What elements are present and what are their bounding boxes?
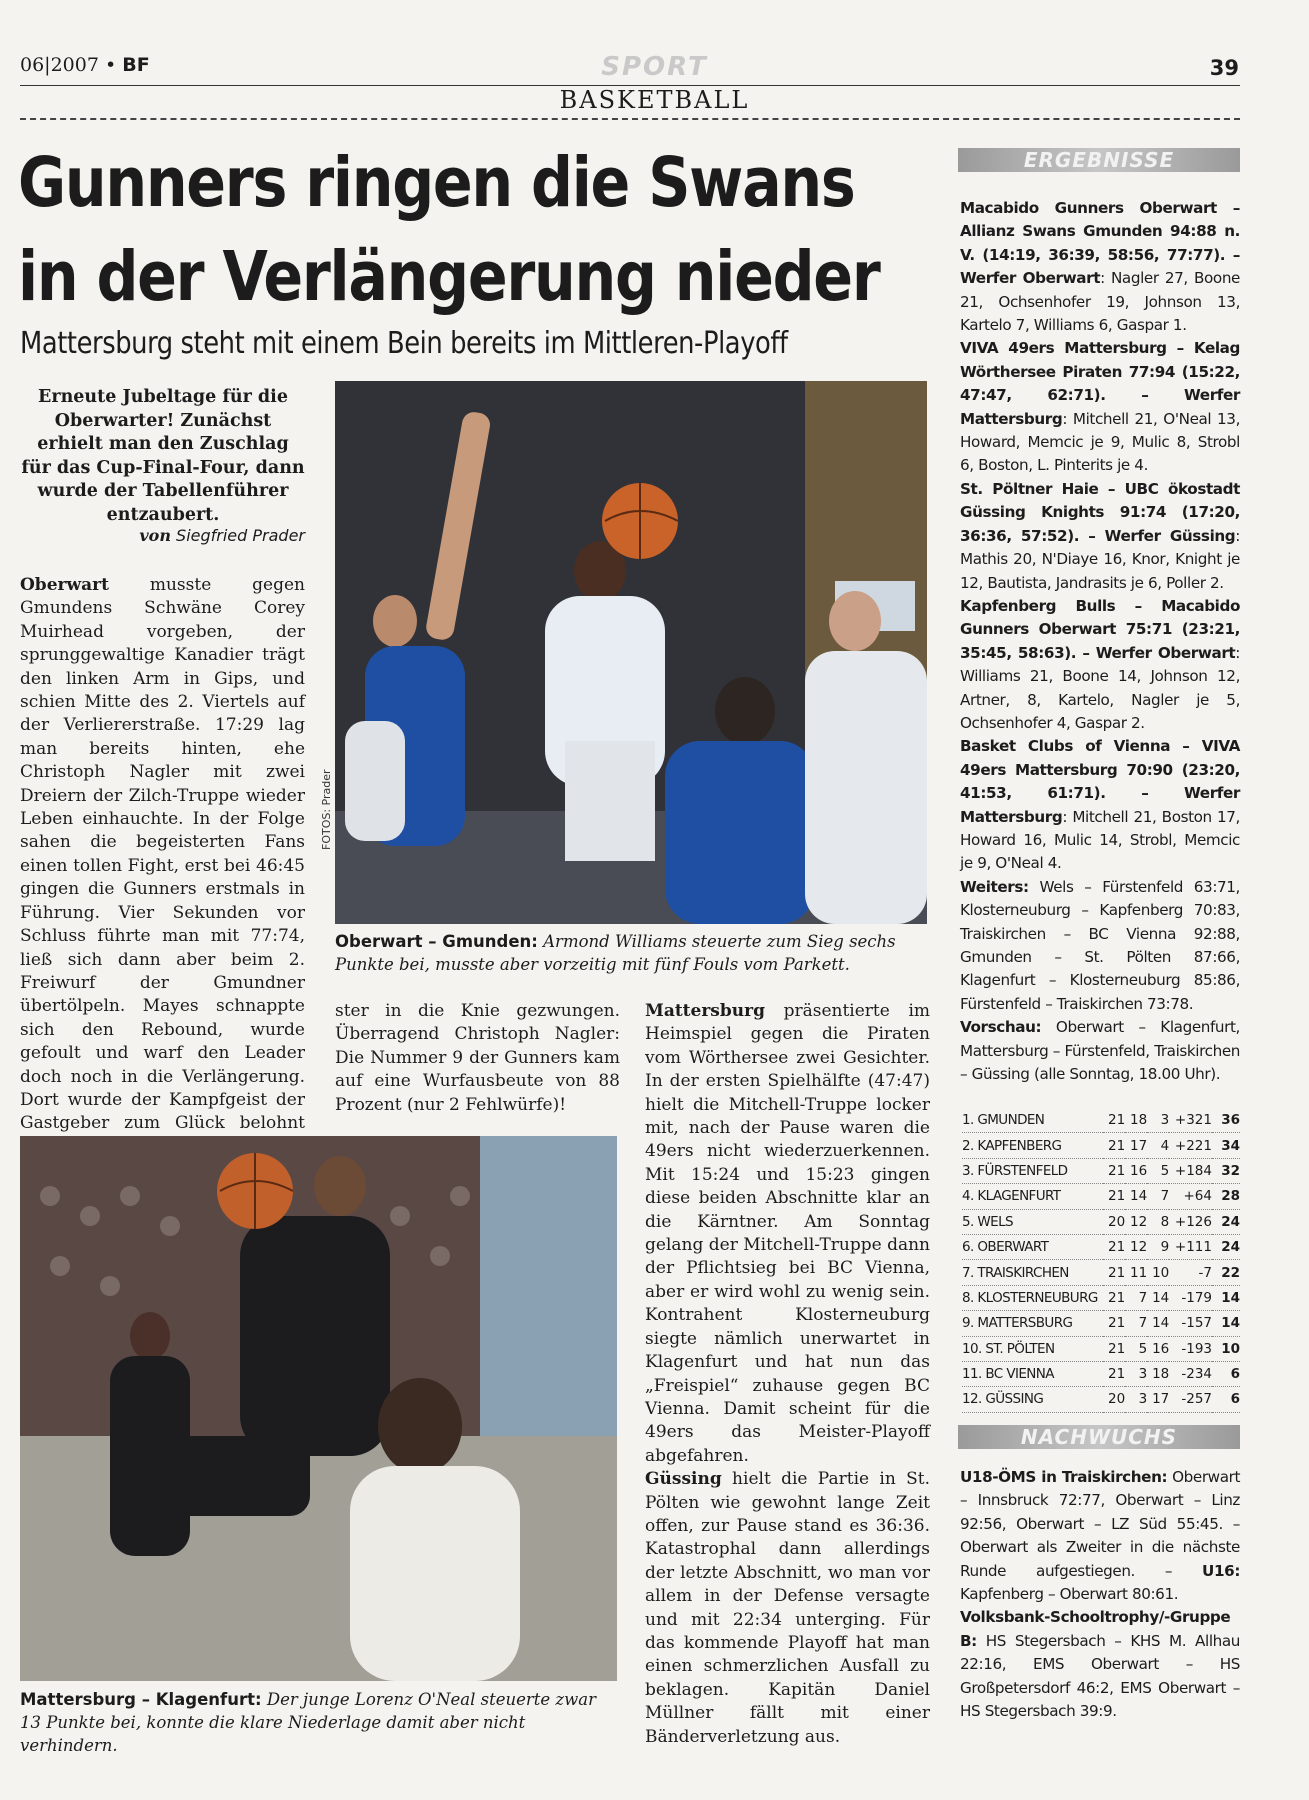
results-header: ERGEBNISSE [958,148,1240,172]
column-3-text-1: präsentierte im Heimspiel gegen die Piraten vom Wörthersee zwei Gesichter. In der ersten Spielhälfte (47:47) hielt die Mitchell-Truppe locker mit, nach der Pause waren die 49ers nicht wiederzuerkennen. Mit 15:24 und 15:23 gingen diese beiden Abschnitte klar an die Kärntner. Am Sonntag gelang der Mitchell-Truppe dann der Pflichtsieg bei BC Vienna, aber er wird wohl zu wenig sein. Kontrahent Klosterneuburg siegte nämlich unerwartet in Klagenfurt und hat nun das „Freispiel“ zuhause gegen BC Vienna. Damit scheint für die 49ers das Meister-Playoff abgefahren. [645,1001,930,1466]
lost-cell: 10 [1147,1260,1169,1285]
team-cell [962,1184,1103,1209]
byline-prefix: von [139,526,171,545]
diff-cell: +64 [1169,1184,1212,1209]
column-3-lead-word-2: Güssing [645,1469,722,1490]
rank: 11. [962,1366,982,1383]
standings-row [962,1234,1240,1259]
lost-cell: 8 [1147,1209,1169,1234]
issue-info: 06|2007 • BF [20,54,150,76]
points-cell: 10 [1212,1336,1240,1361]
team-cell [962,1108,1103,1133]
won-cell: 7 [1125,1285,1147,1310]
games-cell: 20 [1103,1209,1125,1234]
diff-cell: -193 [1169,1336,1212,1361]
won-cell: 7 [1125,1311,1147,1336]
points-cell: 6 [1212,1387,1240,1412]
diff-cell: +221 [1169,1133,1212,1158]
games-cell: 21 [1103,1184,1125,1209]
won-cell: 12 [1125,1209,1147,1234]
points-cell: 6 [1212,1361,1240,1386]
rank: 1. [962,1112,974,1129]
diff-cell: +111 [1169,1234,1212,1259]
team-cell [962,1387,1103,1412]
standings-row [962,1285,1240,1310]
team-name: WELS [977,1213,1013,1230]
basketball-action-photo [335,381,927,924]
team-name: OBERWART [977,1239,1049,1256]
team-name: TRAISKIRCHEN [977,1264,1069,1281]
results-list [960,197,1240,1086]
team-cell [962,1311,1103,1336]
headline-line-1: Gunners ringen die Swans [18,143,855,223]
byline-author: Siegfried Prader [176,526,305,545]
team-cell [962,1133,1103,1158]
lost-cell: 3 [1147,1108,1169,1133]
result-entry: Kapfenberg Bulls – Macabido Gunners Oberwart 75:71 (23:21, 35:45, 58:63). – Werfer Oberwart: Williams 21, Boone 14, Johnson 12, Artner, 8, Kartelo, Nagler je 5, Ochsenhofer 4, Gaspar 2. [960,596,1240,732]
games-cell: 20 [1103,1387,1125,1412]
lost-cell: 7 [1147,1184,1169,1209]
games-cell: 21 [1103,1336,1125,1361]
standings-row [962,1209,1240,1234]
subheadline: Mattersburg steht mit einem Bein bereits im Mittleren-Playoff [20,326,788,361]
photo-mattersburg-klagenfurt [20,1136,617,1681]
games-cell: 21 [1103,1311,1125,1336]
team-name: KLAGENFURT [977,1188,1061,1205]
won-cell: 3 [1125,1361,1147,1386]
preview: Vorschau: Oberwart – Klagenfurt, Mattersburg – Fürstenfeld, Traiskirchen – Güssing (alle Sonntag, 18.00 Uhr). [960,1018,1240,1084]
rank: 12. [962,1391,982,1408]
column-3-text-2: hielt die Partie in St. Pölten wie gewohnt lange Zeit offen, zur Pause stand es 36:36. Katastrophal dann allerdings der letzte Abschnitt, wo man vor allem in der Defense versagte und mit 22:34 unterging. Für das kommende Playoff hat man einen schmerzlichen Ausfall zu beklagen. Kapitän Daniel Müllner fällt mit einer Bänderverletzung aus. [645,1469,930,1747]
standings-row [962,1387,1240,1412]
points-cell: 14 [1212,1311,1240,1336]
team-cell [962,1336,1103,1361]
points-cell: 22 [1212,1260,1240,1285]
further-results: Weiters: Wels – Fürstenfeld 63:71, Klosterneuburg – Kapfenberg 70:83, Traiskirchen – BC Vienna 92:88, Gmunden – St. Pölten 87:66, Klagenfurt – Klosterneuburg 85:86, Fürstenfeld – Traiskirchen 73:78. [960,877,1240,1013]
column-2-text: ster in die Knie gezwungen. Überragend Christoph Nagler: Die Nummer 9 der Gunners kam auf eine Wurfausbeute von 88 Prozent (nur 2 Fehlwürfe)! [335,1001,620,1115]
games-cell: 21 [1103,1108,1125,1133]
standings-row [962,1184,1240,1209]
points-cell: 32 [1212,1158,1240,1183]
diff-cell: +321 [1169,1108,1212,1133]
lead-paragraph: Erneute Jubeltage für die Oberwarter! Zunächst erhielt man den Zuschlag für das Cup-Final-Four, dann wurde der Tabellenführer entzaubert. [21,387,305,525]
points-cell: 24 [1212,1209,1240,1234]
team-name: BC VIENNA [985,1366,1054,1383]
won-cell: 12 [1125,1234,1147,1259]
section-rule [20,118,1240,120]
standings-row [962,1108,1240,1133]
games-cell: 21 [1103,1285,1125,1310]
team-cell [962,1260,1103,1285]
headline [18,136,880,324]
photo-caption-1: Oberwart – Gmunden: Armond Williams steuerte zum Sieg sechs Punkte bei, musste aber vorzeitig mit fünf Fouls vom Parkett. [335,932,896,974]
won-cell: 18 [1125,1108,1147,1133]
photo-caption-2: Mattersburg – Klagenfurt: Der junge Lorenz O'Neal steuerte zwar 13 Punkte bei, konnte die klare Niederlage damit aber nicht verhindern. [20,1690,596,1755]
team-name: ST. PÖLTEN [985,1340,1055,1357]
games-cell: 21 [1103,1234,1125,1259]
diff-cell: -234 [1169,1361,1212,1386]
points-cell: 24 [1212,1234,1240,1259]
byline [110,526,305,545]
article-column-1 [20,574,305,1159]
team-cell [962,1209,1103,1234]
lost-cell: 5 [1147,1158,1169,1183]
section-title: BASKETBALL [559,86,750,114]
points-cell: 34 [1212,1133,1240,1158]
youth-results [960,1466,1240,1723]
standings-row [962,1133,1240,1158]
page-number: 39 [1209,56,1239,80]
standings-row [962,1311,1240,1336]
photo-oberwart-gmunden [335,381,927,924]
won-cell: 14 [1125,1184,1147,1209]
team-name: GMUNDEN [977,1112,1045,1129]
column-3-lead-word-1: Mattersburg [645,1001,765,1021]
won-cell: 5 [1125,1336,1147,1361]
rank: 4. [962,1188,974,1205]
won-cell: 11 [1125,1260,1147,1285]
lost-cell: 18 [1147,1361,1169,1386]
diff-cell: +184 [1169,1158,1212,1183]
games-cell: 21 [1103,1158,1125,1183]
standings-row [962,1336,1240,1361]
school-entry: Volksbank-Schooltrophy/-Gruppe B: HS Stegersbach – KHS M. Allhau 22:16, EMS Oberwart – HS Großpetersdorf 46:2, EMS Oberwart – HS Stegersbach 39:9. [960,1608,1240,1721]
category-label: SPORT [601,52,708,82]
column-1-text: musste gegen Gmundens Schwäne Corey Muirhead vorgeben, der sprunggewaltige Kanadier trägt den linken Arm in Gips, und schien Mitte des 2. Viertels auf der Verliererstraße. 17:29 lag man bereits hinten, ehe Christoph Nagler mit zwei Dreiern der Zilch-Truppe wieder Leben einhauchte. In der Folge sahen die begeisterten Fans einen tollen Fight, erst bei 46:45 gingen die Gunners erstmals in Führung. Vier Sekunden vor Schluss führte man mit 77:74, ließ sich dann aber beim 2. Freiwurf der Gmundner übertölpeln. Mayes schnappte sich den Rebound, wurde gefoult und warf den Leader doch noch in die Verlängerung. Dort wurde der Kampfgeist der Gastgeber zum Glück belohnt [20,575,305,1134]
team-name: MATTERSBURG [977,1315,1073,1332]
lost-cell: 14 [1147,1285,1169,1310]
team-cell [962,1158,1103,1183]
standings-row [962,1158,1240,1183]
result-entry: St. Pöltner Haie – UBC ökostadt Güssing Knights 91:74 (17:20, 36:36, 57:52). – Werfer Güssing: Mathis 20, N'Diaye 16, Knor, Knight je 12, Bautista, Jandrasits je 6, Poller 2. [960,479,1240,592]
team-name: FÜRSTENFELD [977,1162,1068,1179]
rank: 8. [962,1289,974,1306]
rank: 7. [962,1264,974,1281]
games-cell: 21 [1103,1260,1125,1285]
article-column-2 [335,1000,620,1117]
rank: 5. [962,1213,974,1230]
article-column-3 [645,1000,930,1749]
lost-cell: 17 [1147,1387,1169,1412]
standings-row [962,1260,1240,1285]
won-cell: 16 [1125,1158,1147,1183]
lost-cell: 4 [1147,1133,1169,1158]
games-cell: 21 [1103,1361,1125,1386]
diff-cell: +126 [1169,1209,1212,1234]
diff-cell: -257 [1169,1387,1212,1412]
won-cell: 17 [1125,1133,1147,1158]
youth-header: NACHWUCHS [958,1425,1240,1449]
result-entry: Basket Clubs of Vienna – VIVA 49ers Mattersburg 70:90 (23:20, 41:53, 61:71). – Werfer Mattersburg: Mitchell 21, Boston 17, Howard 16, Mulic 14, Strobl, Memcic je 9, O'Neal 4. [960,737,1240,873]
rank: 3. [962,1162,974,1179]
rank: 9. [962,1315,974,1332]
result-entry: VIVA 49ers Mattersburg – Kelag Wörthersee Piraten 77:94 (15:22, 47:47, 62:71). – Werfer Mattersburg: Mitchell 21, O'Neal 13, Howard, Memcic je 9, Mulic 8, Strobl 6, Boston, L. Pinterits je 4. [960,339,1240,475]
team-cell [962,1234,1103,1259]
team-name: KLOSTERNEUBURG [977,1289,1098,1306]
standings-table [962,1108,1240,1413]
rank: 6. [962,1239,974,1256]
photo-credit: FOTOS: Prader [320,769,333,850]
team-cell [962,1361,1103,1386]
points-cell: 28 [1212,1184,1240,1209]
team-name: GÜSSING [985,1391,1044,1408]
lost-cell: 14 [1147,1311,1169,1336]
diff-cell: -157 [1169,1311,1212,1336]
column-1-lead-word: Oberwart [20,575,109,595]
youth-entry: U18-ÖMS in Traiskirchen: Oberwart – Innsbruck 72:77, Oberwart – Linz 92:56, Oberwart – LZ Süd 55:45. – Oberwart als Zweiter in die nächste Runde aufgestiegen. – U16: Kapfenberg – Oberwart 80:61. [960,1468,1240,1604]
basketball-layup-photo [20,1136,617,1681]
games-cell: 21 [1103,1133,1125,1158]
points-cell: 14 [1212,1285,1240,1310]
headline-line-2: in der Verlängerung nieder [18,237,880,317]
standings-row [962,1361,1240,1386]
points-cell: 36 [1212,1108,1240,1133]
won-cell: 3 [1125,1387,1147,1412]
result-entry: Macabido Gunners Oberwart – Allianz Swans Gmunden 94:88 n. V. (14:19, 36:39, 58:56, 77:77). – Werfer Oberwart: Nagler 27, Boone 21, Ochsenhofer 19, Johnson 13, Kartelo 7, Williams 6, Gaspar 1. [960,199,1240,335]
lost-cell: 9 [1147,1234,1169,1259]
lost-cell: 16 [1147,1336,1169,1361]
rank: 2. [962,1137,974,1154]
diff-cell: -179 [1169,1285,1212,1310]
team-name: KAPFENBERG [977,1137,1062,1154]
rank: 10. [962,1340,982,1357]
diff-cell: -7 [1169,1260,1212,1285]
team-cell [962,1285,1103,1310]
